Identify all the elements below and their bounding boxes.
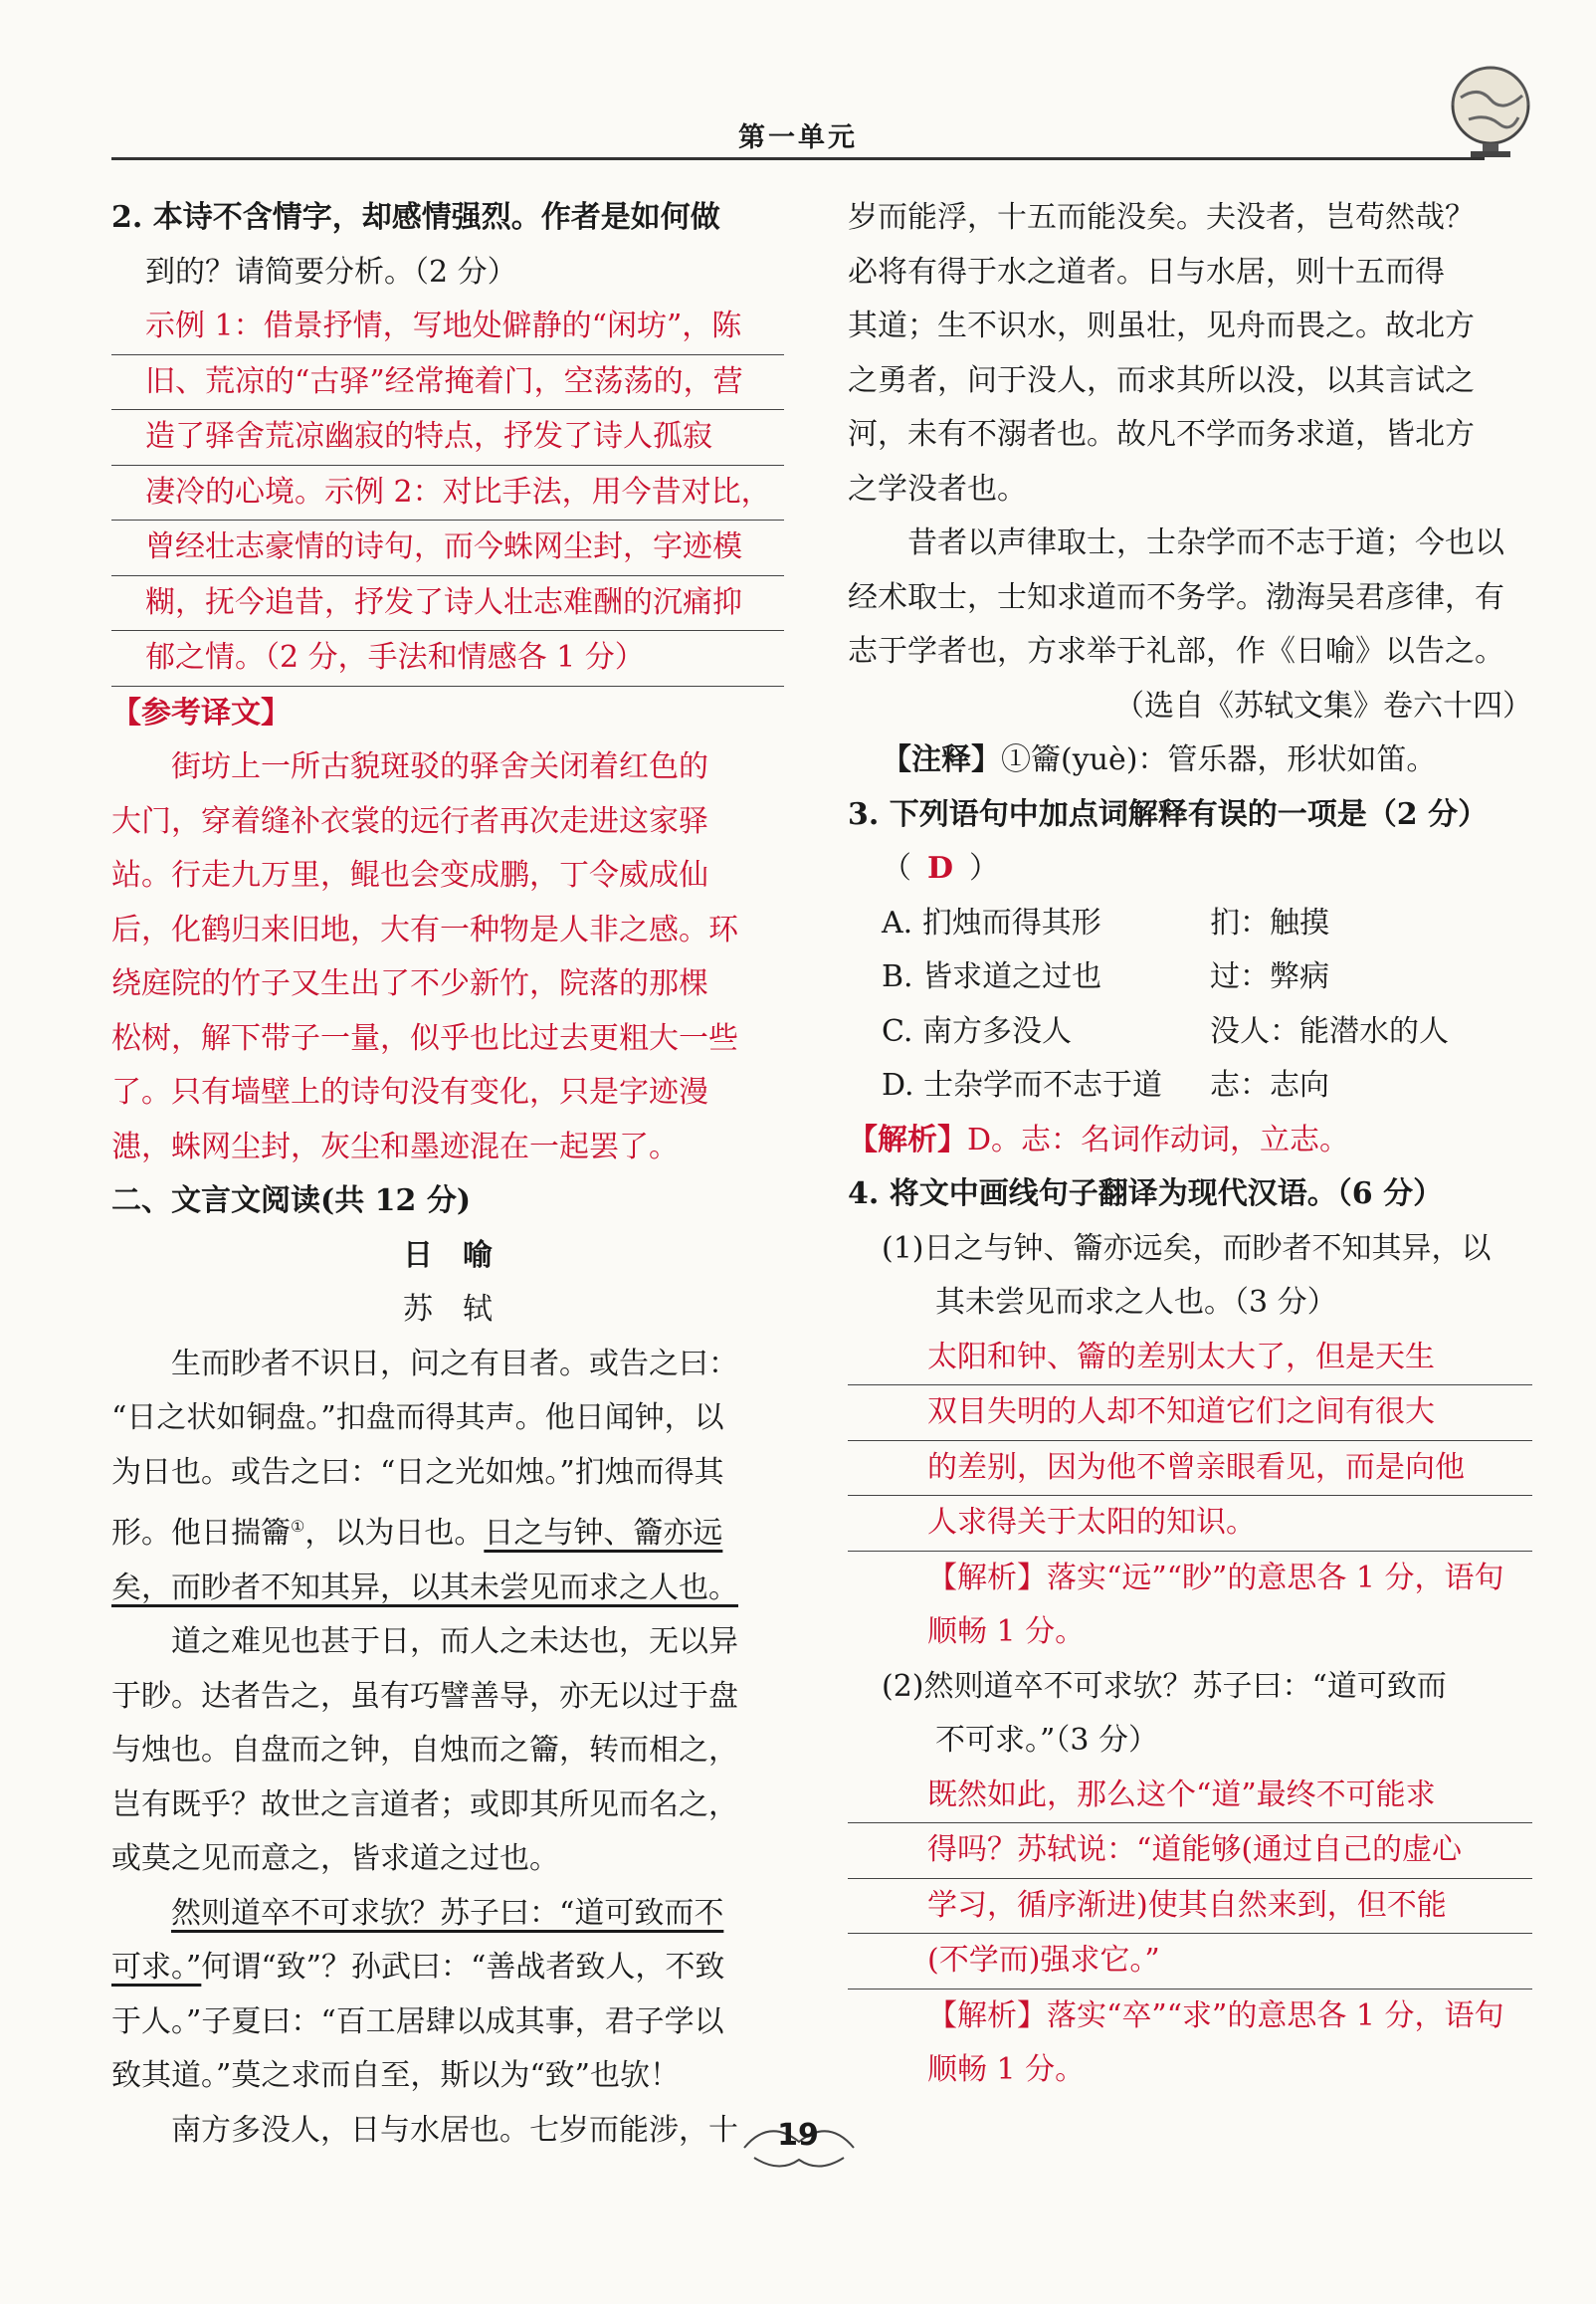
q2-answer-line: 郁之情。（2 分，手法和情感各 1 分） [111, 631, 784, 687]
passage-line [111, 1500, 784, 1562]
page-footer [0, 2118, 1596, 2153]
translation-line: 松树，解下带子一量，似乎也比过去更粗大一些 [111, 1020, 738, 1056]
footnote-marker: ① [291, 1517, 305, 1536]
passage-line: 生而眇者不识日，问之有目者。或告之曰： [171, 1346, 738, 1381]
question-3: 3. 下列语句中加点词解释有误的一项是（2 分） [848, 796, 1489, 832]
q4-2-answer-line: 学习，循序渐进)使其自然来到，但不能 [848, 1879, 1532, 1935]
passage-line [111, 1941, 784, 1995]
question-3-answer [848, 842, 1532, 897]
q4-2-analysis: 顺畅 1 分。 [927, 2052, 1086, 2087]
question-2-line-1: 2. 本诗不含情字，却感情强烈。作者是如何做 [111, 200, 720, 235]
translation-line: 街坊上一所古貌斑驳的驿舍关闭着红色的 [171, 749, 708, 784]
annotation [848, 733, 1532, 788]
passage-line: 昔者以声律取士，士杂学而不志于道；今也以 [907, 525, 1504, 560]
annotation-tag: 【注释】 [882, 742, 1001, 777]
option-row [848, 897, 1532, 951]
q2-answer-line: 旧、荒凉的“古驿”经常掩着门，空荡荡的，营 [111, 355, 784, 411]
annotation-text: ①籥(yuè)：管乐器，形状如笛。 [1001, 742, 1437, 777]
question-2-line-2: 到的？请简要分析。（2 分） [145, 254, 517, 290]
q4-2-answer-line: 得吗？苏轼说：“道能够(通过自己的虚心 [848, 1823, 1532, 1879]
passage-line: 于人。”子夏曰：“百工居肆以成其事，君子学以 [111, 2003, 724, 2039]
q2-answer-line: 糊，抚今追昔，抒发了诗人壮志难酬的沉痛抑 [111, 576, 784, 632]
option-row [848, 950, 1532, 1005]
answer-bracket: （ [882, 851, 911, 886]
q4-2-answer-line: (不学而)强求它。” [848, 1934, 1532, 1990]
passage-fragment: 何谓“致”？孙武曰：“善战者致人，不致 [201, 1950, 725, 1985]
passage-line: 岁而能浮，十五而能没矣。夫没者，岂苟然哉？ [848, 200, 1475, 235]
passage-line: 为日也。或告之曰：“日之光如烛。”扪烛而得其 [111, 1454, 724, 1490]
answer-choice: D [927, 851, 954, 886]
passage-line: 河，未有不溺者也。故凡不学而务求道，皆北方 [848, 417, 1475, 452]
translation-line: 大门，穿着缝补衣裳的远行者再次走进这家驿 [111, 803, 708, 839]
translation-line: 绕庭院的竹子又生出了不少新竹，院落的那棵 [111, 966, 708, 1001]
translation-line: 站。行走九万里，鲲也会变成鹏，丁令威成仙 [111, 858, 708, 893]
poem-author: 苏 轼 [403, 1292, 493, 1327]
passage-line: 于眇。达者告之，虽有巧譬善导，亦无以过于盘 [111, 1678, 738, 1714]
q4-1-answer-line: 人求得关于太阳的知识。 [848, 1496, 1532, 1552]
underlined-sentence: 可求。” [111, 1950, 202, 1985]
page-number: 19 [777, 2118, 819, 2153]
passage-line: 道之难见也甚于日，而人之未达也，无以异 [171, 1624, 738, 1659]
option-gloss: 没人：能潜水的人 [1210, 1013, 1449, 1049]
underlined-sentence: 矣，而眇者不知其异，以其未尝见而求之人也。 [111, 1570, 738, 1605]
passage-line: 岂有既乎？故世之言道者；或即其所见而名之， [111, 1786, 738, 1822]
underlined-sentence: 然则道卒不可求欤？苏子曰：“道可致而不 [171, 1895, 724, 1931]
underlined-sentence: 日之与钟、籥亦远 [484, 1516, 723, 1551]
left-column [111, 191, 784, 2158]
passage-line: “日之状如铜盘。”扣盘而得其声。他日闻钟，以 [111, 1400, 724, 1435]
source-citation: （选自《苏轼文集》卷六十四） [1114, 688, 1532, 724]
analysis-tag: 【解析】 [848, 1122, 967, 1157]
q4-1-analysis: 顺畅 1 分。 [927, 1614, 1086, 1649]
q4-1-answer-line: 双目失明的人却不知道它们之间有很大 [848, 1385, 1532, 1441]
question-4-2: 不可求。”（3 分） [935, 1723, 1158, 1758]
unit-title: 第一单元 [738, 122, 858, 153]
passage-line: 经术取士，士知求道而不务学。渤海吴君彦律，有 [848, 579, 1504, 615]
question-4: 4. 将文中画线句子翻译为现代汉语。（6 分） [848, 1176, 1444, 1211]
passage-line: 南方多没人，日与水居也。七岁而能涉，十 [171, 2112, 738, 2148]
section-title: 二、文言文阅读(共 12 分) [111, 1183, 472, 1218]
option-text: A. 扪烛而得其形 [882, 905, 1101, 941]
q2-answer-line: 曾经壮志豪情的诗句，而今蛛网尘封，字迹模 [111, 521, 784, 576]
globe-icon [1439, 58, 1542, 161]
right-column [848, 191, 1532, 2098]
passage-line: 必将有得于水之道者。日与水居，则十五而得 [848, 254, 1445, 290]
option-text: D. 士杂学而不志于道 [882, 1068, 1163, 1103]
q4-1-answer-line: 的差别，因为他不曾亲眼看见，而是向他 [848, 1441, 1532, 1497]
passage-line: 其道；生不识水，则虽壮，见舟而畏之。故北方 [848, 309, 1475, 343]
q2-answer-line: 示例 1：借景抒情，写地处僻静的“闲坊”，陈 [111, 300, 784, 355]
option-gloss: 志：志向 [1210, 1068, 1329, 1103]
translation-line: 漶，蛛网尘封，灰尘和墨迹混在一起罢了。 [111, 1129, 679, 1164]
q2-answer-line: 凄冷的心境。示例 2：对比手法，用今昔对比， [111, 466, 784, 522]
passage-fragment: ，以为日也。 [304, 1516, 485, 1551]
passage-line: 与烛也。自盘而之钟，自烛而之籥，转而相之， [111, 1733, 738, 1768]
q4-2-answer-line: 既然如此，那么这个“道”最终不可能求 [848, 1769, 1532, 1824]
option-gloss: 扪：触摸 [1210, 905, 1329, 941]
passage-line: 之勇者，问于没人，而求其所以没，以其言试之 [848, 362, 1475, 398]
poem-title: 日 喻 [403, 1237, 493, 1273]
translation-tag: 【参考译文】 [111, 695, 291, 731]
header-divider [111, 157, 1485, 160]
option-text: C. 南方多没人 [882, 1013, 1072, 1049]
answer-bracket: ） [969, 851, 1000, 886]
question-4-1: 其未尝见而求之人也。（3 分） [935, 1285, 1337, 1320]
option-gloss: 过：弊病 [1210, 959, 1329, 994]
option-row [848, 1059, 1532, 1114]
option-text: B. 皆求道之过也 [882, 959, 1102, 994]
q2-answer-line: 造了驿舍荒凉幽寂的特点，抒发了诗人孤寂 [111, 410, 784, 466]
q4-2-analysis: 【解析】落实“卒”“求”的意思各 1 分，语句 [927, 1997, 1504, 2033]
passage-fragment: 形。他日揣籥 [111, 1516, 291, 1551]
passage-line: 或莫之见而意之，皆求道之过也。 [111, 1841, 559, 1876]
translation-line: 后，化鹤归来旧地，大有一种物是人非之感。环 [111, 912, 738, 947]
q4-1-analysis: 【解析】落实“远”“眇”的意思各 1 分，语句 [927, 1560, 1504, 1595]
question-4-1: (1)日之与钟、籥亦远矣，而眇者不知其异，以 [882, 1230, 1492, 1266]
question-4-2: (2)然则道卒不可求欤？苏子曰：“道可致而 [882, 1668, 1447, 1704]
passage-line: 志于学者也，方求举于礼部，作《日喻》以告之。 [848, 634, 1504, 669]
translation-line: 了。只有墙壁上的诗句没有变化，只是字迹漫 [111, 1075, 708, 1110]
analysis-text: D。志：名词作动词，立志。 [967, 1122, 1350, 1157]
q4-1-answer-line: 太阳和钟、籥的差别太大了，但是天生 [848, 1331, 1532, 1386]
q3-analysis [848, 1114, 1532, 1168]
passage-line: 致其道。”莫之求而自至，斯以为“致”也欤！ [111, 2058, 681, 2093]
passage-line: 之学没者也。 [848, 471, 1027, 507]
option-row [848, 1005, 1532, 1060]
